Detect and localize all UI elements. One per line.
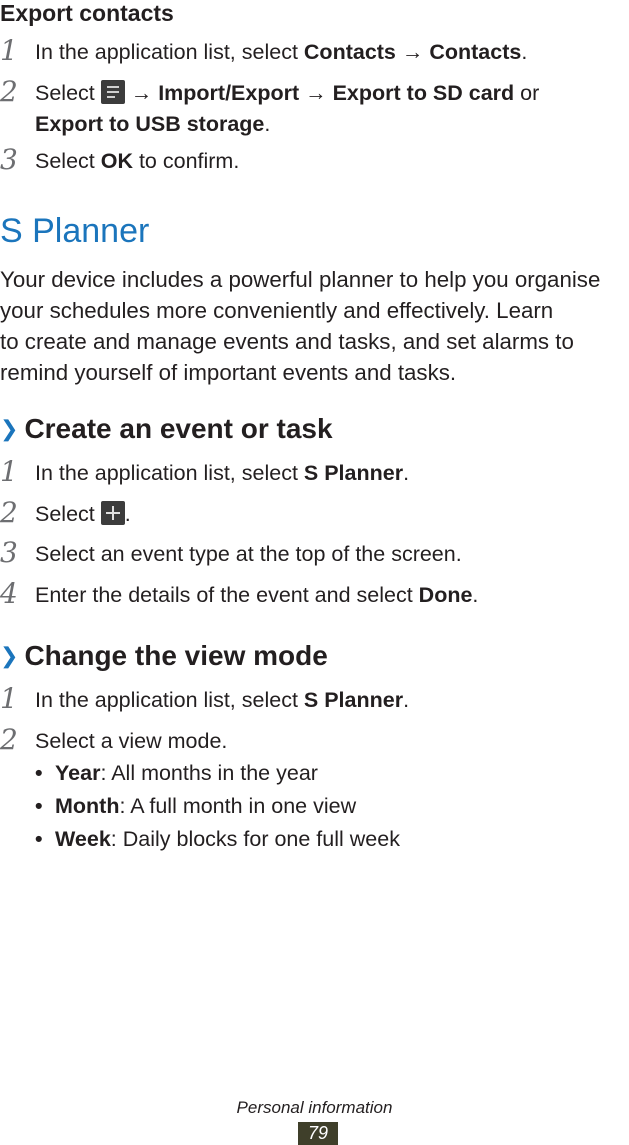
create-event-heading: ❯ Create an event or task	[0, 413, 333, 444]
view-option-week: • Week: Daily blocks for one full week	[35, 827, 400, 851]
change-view-heading: ❯ Change the view mode	[0, 640, 328, 671]
step-number: 3	[0, 536, 18, 569]
step-number: 3	[0, 143, 18, 176]
planner-intro: Your device includes a powerful planner to help you organise your schedules more conveniently and effectively. Learn to create and manage events and tasks, and set alarms to remind yourself of important events and tasks.	[0, 267, 601, 385]
chevron-right-icon: ❯	[0, 416, 19, 441]
step-number: 1	[0, 34, 18, 67]
step-number: 1	[0, 682, 18, 715]
page-number: 79	[298, 1122, 338, 1145]
menu-icon	[101, 80, 125, 104]
step-number: 2	[0, 496, 18, 529]
step-number: 1	[0, 455, 18, 488]
step-number: 4	[0, 577, 18, 610]
manual-page: Export contacts 1 In the application list, select Contacts → Contacts. 2 Select → Import/Export → Export to SD card or Export to USB storage. 3 Select OK to confirm. S Planner Your device includes a powerful planner to help you organise your schedules more conveniently and effectively. Learn to create and manage events and tasks, and set alarms to remind yourself of important events and tasks. ❯ Create an event or task 1 In the application list, select S Planner. 2 Select . 3 Select an event type at the top of the screen. 4 Enter the details of the event and select Done. ❯ Change the view mode 1 In the application list, select S Planner. 2 Select a view mode. • Year: All months in the year • Month: A full month in one view • Week: Daily blocks for one full week Personal information 79	[0, 0, 629, 1145]
view-option-year: • Year: All months in the year	[35, 761, 318, 785]
bullet: •	[35, 794, 43, 818]
add-icon	[101, 501, 125, 525]
view-option-month: • Month: A full month in one view	[35, 794, 357, 818]
step-number: 2	[0, 75, 18, 108]
footer-section-label: Personal information	[236, 1098, 393, 1117]
step-number: 2	[0, 723, 18, 756]
bullet: •	[35, 761, 43, 785]
export-contacts-heading: Export contacts	[0, 0, 174, 26]
page-title: S Planner	[0, 212, 150, 250]
bullet: •	[35, 827, 43, 851]
chevron-right-icon: ❯	[0, 643, 19, 668]
